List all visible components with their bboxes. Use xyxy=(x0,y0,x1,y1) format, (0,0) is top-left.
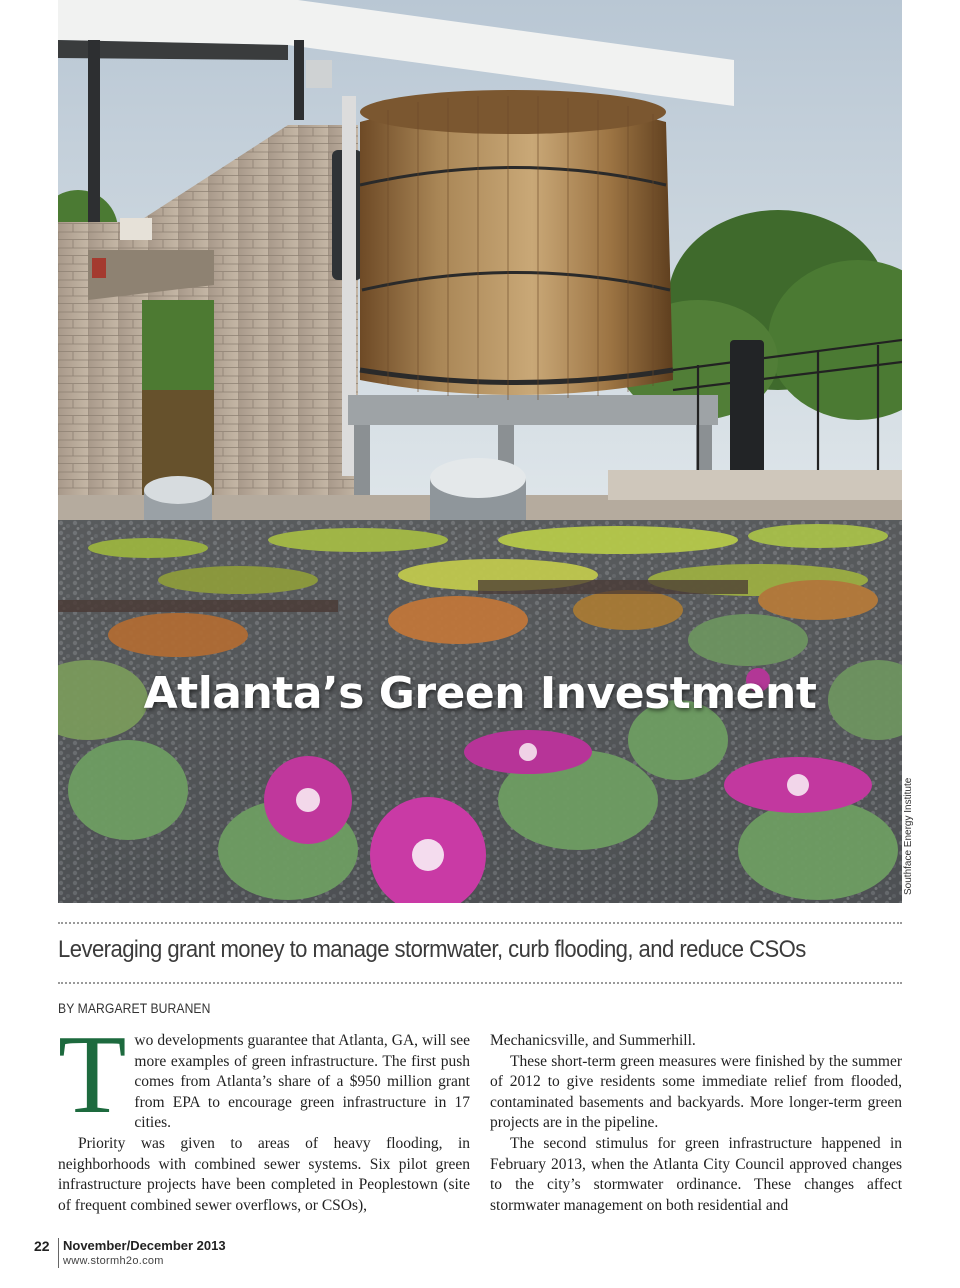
dek-top-rule xyxy=(58,922,902,924)
article-title: Atlanta’s Green Investment xyxy=(143,668,817,719)
article-column-right xyxy=(490,1031,902,1216)
drop-cap: T xyxy=(58,1013,127,1137)
paragraph-1-text: wo developments guarantee that Atlanta, GA, will see more examples of green infrastructure. The first push comes from Atlanta’s share of a $950 million grant from EPA to encourage green infrastructure in 17 cities. xyxy=(134,1032,470,1132)
paragraph-3: These short-term green measures were finished by the summer of 2012 to give residents some immediate relief from flooded, contaminated basements and backyards. More longer-term green projects are in the pipeline. xyxy=(490,1052,902,1132)
issue-date: November/December 2013 xyxy=(63,1238,226,1253)
paragraph-2-continued: Mechanicsville, and Summerhill. xyxy=(490,1032,696,1049)
photo-credit: Southface Energy Institute xyxy=(903,777,914,895)
footer-divider xyxy=(58,1238,59,1268)
paragraph-1 xyxy=(58,1013,470,1137)
page-number: 22 xyxy=(34,1238,50,1254)
article-column-left xyxy=(58,1013,470,1216)
paragraph-4: The second stimulus for green infrastructure happened in February 2013, when the Atlanta City Council approved changes to the city’s stormwater ordinance. These changes affect stormwater management on both residential and xyxy=(490,1134,902,1214)
dek-bottom-rule xyxy=(58,982,902,984)
hero-photo xyxy=(58,0,902,903)
green-roof-photo-illustration xyxy=(58,0,902,903)
byline: BY MARGARET BURANEN xyxy=(58,1001,211,1016)
website-url: www.stormh2o.com xyxy=(63,1255,164,1267)
article-subtitle: Leveraging grant money to manage stormwater, curb flooding, and reduce CSOs xyxy=(58,936,806,963)
paragraph-2: Priority was given to areas of heavy flooding, in neighborhoods with combined sewer systems. Six pilot green infrastructure projects have been completed in Peoplestown (site of frequent combined sewer overflows, or CSOs), xyxy=(58,1134,470,1214)
